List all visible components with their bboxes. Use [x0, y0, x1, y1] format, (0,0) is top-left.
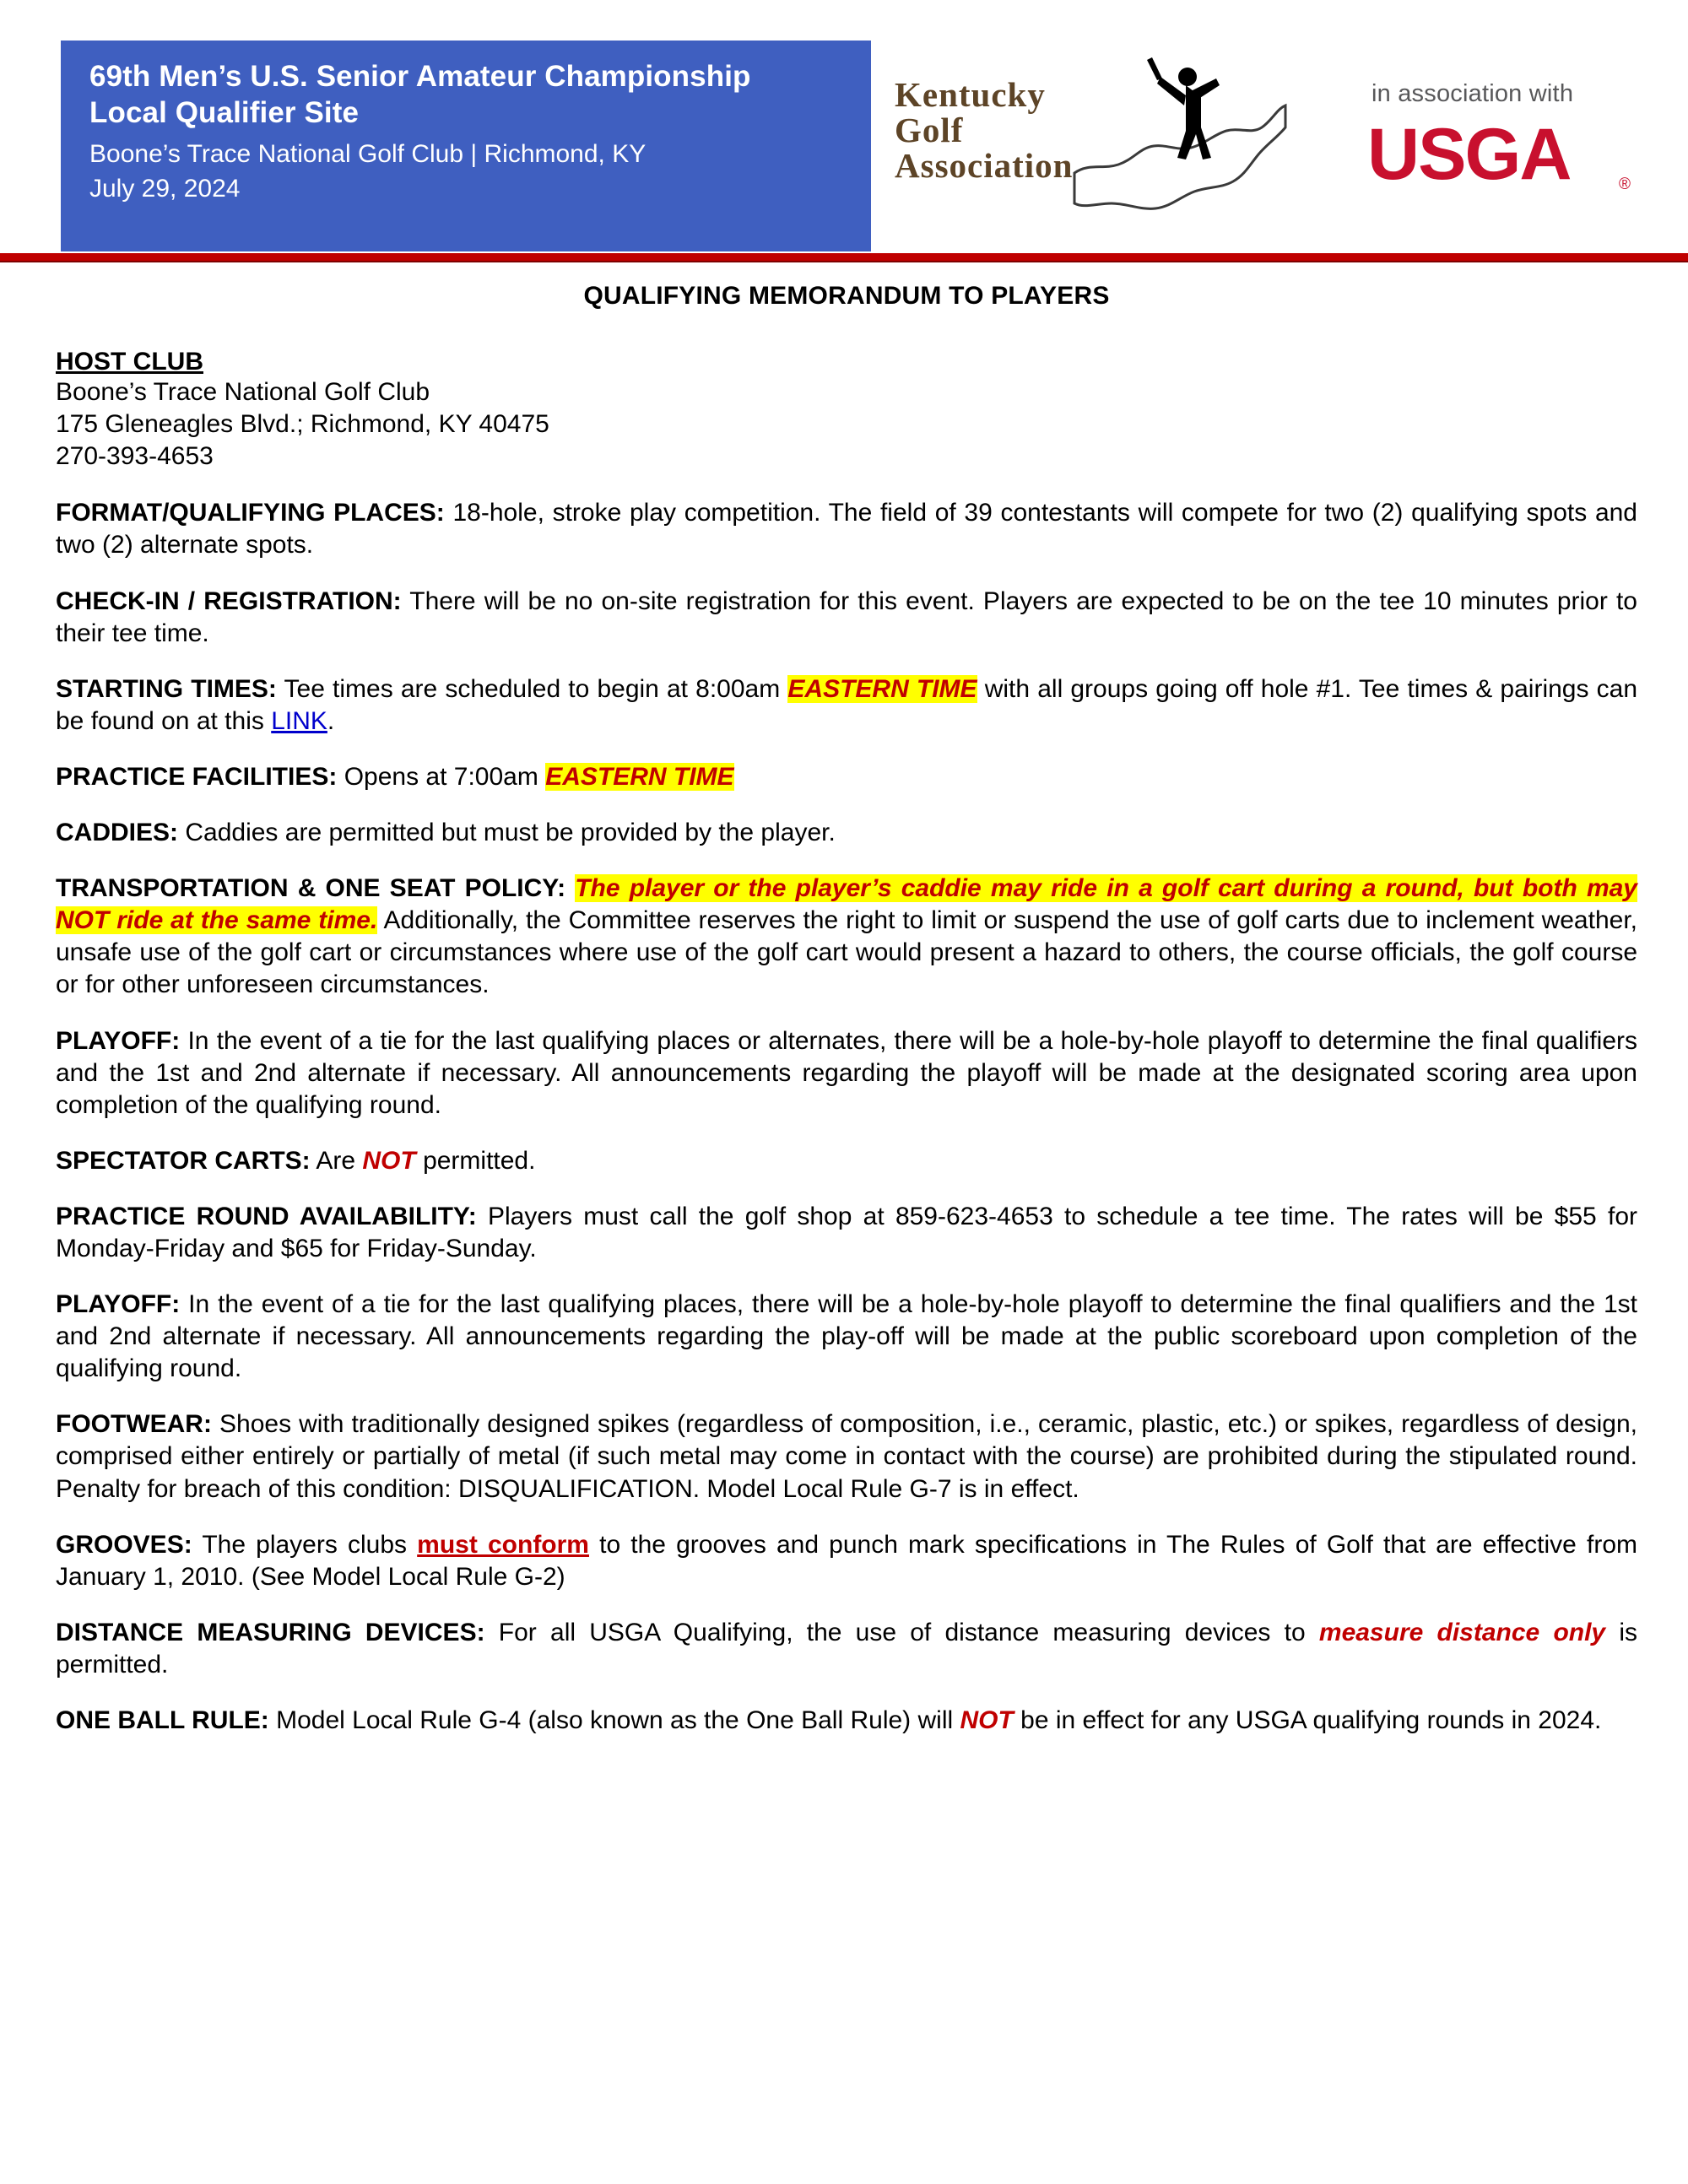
section-playoff-1 — [56, 1025, 1637, 1122]
association-caption: in association with — [1372, 80, 1574, 107]
section-spectator-carts-label: SPECTATOR CARTS: — [56, 1146, 311, 1175]
section-starting-times-text-a: Tee times are scheduled to begin at 8:00am — [284, 674, 781, 703]
host-club-phone: 270-393-4653 — [56, 441, 214, 470]
section-grooves — [56, 1529, 1637, 1593]
section-spectator-carts-text-b: permitted. — [423, 1146, 536, 1175]
section-practice-round-text: Players must call the golf shop at 859-623-4653 to schedule a tee time. The rates will be $55 for Monday-Friday and $65 for Friday-Sunday. — [56, 1202, 1637, 1262]
document-header — [0, 0, 1688, 253]
section-practice-round-label: PRACTICE ROUND AVAILABILITY: — [56, 1202, 477, 1230]
kga-logo-line3: Association — [895, 145, 1074, 185]
usga-logo: USGA — [1367, 114, 1571, 195]
section-spectator-carts-text-a: Are — [316, 1146, 356, 1175]
section-playoff-1-text: In the event of a tie for the last qualifying places or alternates, there will be a hole-by-hole playoff to determine the final qualifiers and the 1st and 2nd alternate if necessary. All announcements regarding the playoff will be made at the designated scoring area upon completion of the qualifying round. — [56, 1026, 1637, 1119]
one-ball-not-emphasis: NOT — [960, 1706, 1014, 1735]
section-transportation — [56, 873, 1637, 1001]
section-starting-times — [56, 673, 1637, 738]
section-playoff-2-label: PLAYOFF: — [56, 1290, 181, 1319]
section-grooves-text-b: to the grooves and punch mark specifications in The Rules of Golf that are effective from January 1, 2010. (See Model Local Rule G-2) — [56, 1530, 1637, 1591]
section-dmd-label: DISTANCE MEASURING DEVICES: — [56, 1618, 485, 1646]
header-red-divider-shadow — [0, 261, 1688, 262]
usga-registered-mark: ® — [1619, 176, 1631, 193]
section-checkin — [56, 586, 1637, 650]
kga-logo-line1: Kentucky — [895, 75, 1046, 114]
section-starting-times-text-b: with all groups going off hole #1. Tee times & pairings can be found on at this — [56, 674, 1638, 735]
header-venue: Boone’s Trace National Golf Club | Richmond, KY — [89, 140, 647, 169]
grooves-must-conform-emphasis: must conform — [417, 1530, 589, 1559]
section-dmd-text-a: For all USGA Qualifying, the use of distance measuring devices to — [498, 1618, 1306, 1646]
section-format-text: 18-hole, stroke play competition. The field of 39 contestants will compete for two (2) qualifying spots and two (2) alternate spots. — [56, 499, 1637, 560]
header-title-block — [61, 41, 871, 251]
section-starting-times-text-c: . — [327, 706, 335, 735]
eastern-time-highlight-2: EASTERN TIME — [545, 762, 734, 791]
one-seat-policy-highlight: The player or the player’s caddie may ride in a golf cart during a round, but both may NOT ride at the same time. — [56, 874, 1637, 935]
document-body — [0, 253, 1688, 1770]
section-dmd-text-b: is permitted. — [56, 1618, 1637, 1679]
section-checkin-text: There will be no on-site registration for this event. Players are expected to be on the tee 10 minutes prior to their tee time. — [56, 587, 1637, 647]
host-club-address: 175 Gleneagles Blvd.; Richmond, KY 40475 — [56, 409, 549, 438]
section-format-label: FORMAT/QUALIFYING PLACES: — [56, 499, 445, 527]
section-spectator-carts — [56, 1145, 1637, 1177]
section-one-ball-rule — [56, 1705, 1637, 1737]
section-practice-facilities-text: Opens at 7:00am — [344, 762, 538, 791]
section-transportation-text: Additionally, the Committee reserves the right to limit or suspend the use of golf carts due to inclement weather, unsafe use of the golf cart or circumstances where use of the golf cart would present a hazard to others, the course officials, the golf course or for other unforeseen circumstances. — [56, 906, 1637, 999]
section-caddies-text: Caddies are permitted but must be provided by the player. — [185, 819, 836, 847]
section-footwear — [56, 1408, 1637, 1505]
section-transportation-label: TRANSPORTATION & ONE SEAT POLICY: — [56, 874, 566, 903]
section-distance-measuring-devices — [56, 1617, 1637, 1681]
section-playoff-2 — [56, 1289, 1637, 1385]
section-playoff-1-label: PLAYOFF: — [56, 1026, 181, 1055]
host-club-block — [56, 348, 1637, 472]
section-practice-facilities — [56, 761, 1637, 793]
section-caddies — [56, 817, 1637, 849]
section-caddies-label: CADDIES: — [56, 819, 179, 847]
section-grooves-text-a: The players clubs — [202, 1530, 408, 1559]
header-red-divider — [0, 253, 1688, 261]
tee-times-link[interactable]: LINK — [271, 706, 327, 735]
section-one-ball-text-a: Model Local Rule G-4 (also known as the One Ball Rule) will — [276, 1706, 954, 1735]
host-club-name: Boone’s Trace National Golf Club — [56, 378, 430, 406]
page-title: QUALIFYING MEMORANDUM TO PLAYERS — [583, 282, 1110, 310]
section-playoff-2-text: In the event of a tie for the last qualifying places, there will be a hole-by-hole playoff to determine the final qualifiers and the 1st and 2nd alternate if necessary. All announcements regarding the play-off will be made at the public scoreboard upon completion of the qualifying round. — [56, 1290, 1637, 1383]
header-title-line2: Local Qualifier Site — [89, 95, 360, 129]
section-practice-round — [56, 1201, 1637, 1265]
section-practice-facilities-label: PRACTICE FACILITIES: — [56, 762, 338, 791]
spectator-carts-not-emphasis: NOT — [362, 1146, 416, 1175]
dmd-measure-distance-only-emphasis: measure distance only — [1318, 1618, 1606, 1646]
header-date: July 29, 2024 — [89, 174, 241, 203]
host-club-heading: HOST CLUB — [56, 348, 203, 376]
section-starting-times-label: STARTING TIMES: — [56, 674, 277, 703]
section-one-ball-label: ONE BALL RULE: — [56, 1706, 269, 1735]
section-footwear-text: Shoes with traditionally designed spikes (regardless of composition, i.e., ceramic, plastic, etc.) or spikes, regardless of design, comprised either entirely or partially of metal (if such metal may come in contact with the course) are prohibited during the stipulated round. Penalty for breach of this condition: DISQUALIFICATION. Model Local Rule G-7 is in effect. — [56, 1410, 1637, 1503]
section-footwear-label: FOOTWEAR: — [56, 1410, 212, 1439]
section-checkin-label: CHECK-IN / REGISTRATION: — [56, 587, 402, 615]
section-one-ball-text-b: be in effect for any USGA qualifying rounds in 2024. — [1020, 1706, 1602, 1735]
section-format — [56, 497, 1637, 561]
kga-logo-line2: Golf — [895, 110, 964, 149]
eastern-time-highlight-1: EASTERN TIME — [787, 674, 977, 703]
kentucky-state-golfer-icon — [1059, 46, 1296, 241]
header-title-line1: 69th Men’s U.S. Senior Amateur Championship — [89, 60, 751, 93]
section-grooves-label: GROOVES: — [56, 1530, 192, 1559]
